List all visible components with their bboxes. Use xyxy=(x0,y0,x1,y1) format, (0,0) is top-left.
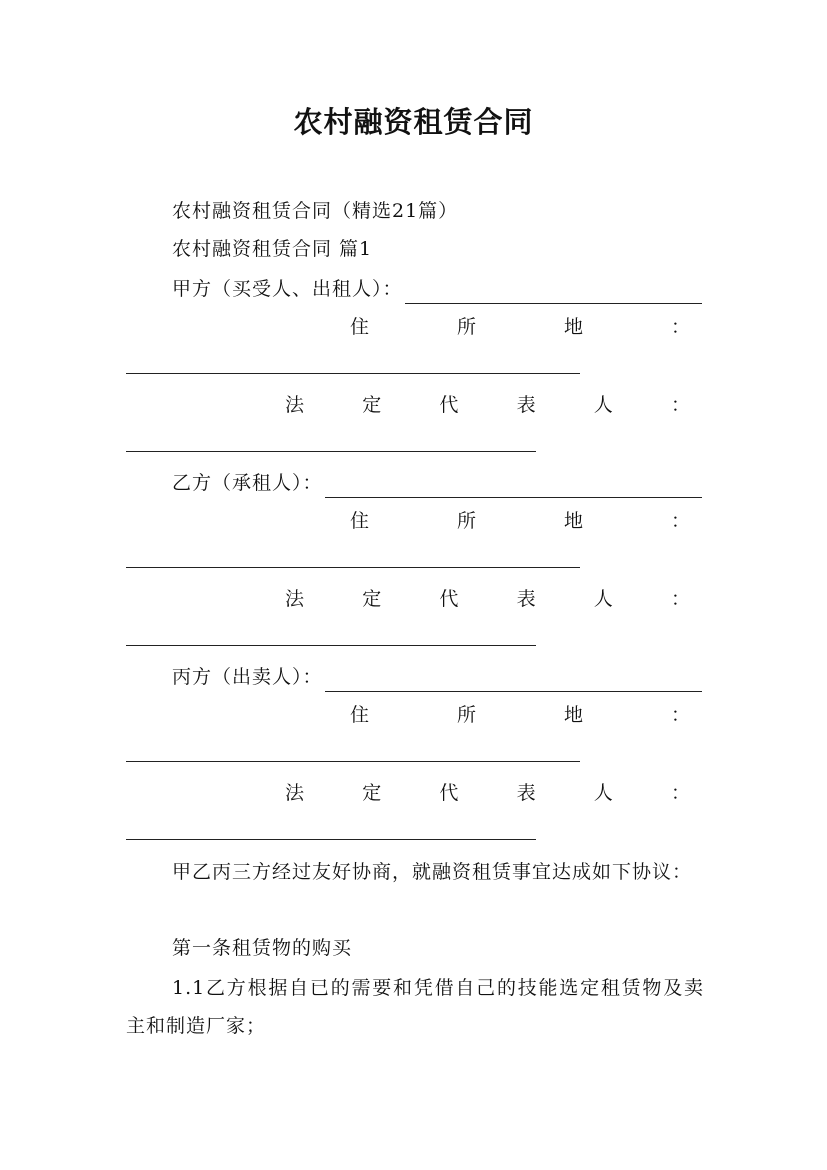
legal-rep-char: ： xyxy=(670,782,690,804)
party-b-legal-rep-label xyxy=(285,584,690,614)
legal-rep-char: 定 xyxy=(362,782,382,804)
party-b-legal-rep-blank xyxy=(126,645,536,646)
party-c-address-blank xyxy=(126,761,580,762)
legal-rep-char: 人 xyxy=(593,588,613,610)
party-b-label: 乙方（承租人）： xyxy=(172,472,323,494)
party-a-label: 甲方（买受人、出租人）： xyxy=(172,278,403,300)
address-char: 住 xyxy=(350,510,370,532)
legal-rep-char: 代 xyxy=(439,782,459,804)
address-char: 住 xyxy=(350,316,370,338)
legal-rep-char: 法 xyxy=(285,588,305,610)
address-char: 所 xyxy=(456,510,476,532)
address-char: 地 xyxy=(563,316,583,338)
legal-rep-char: 表 xyxy=(516,394,536,416)
party-c-address-label xyxy=(350,700,690,730)
party-a-legal-rep-blank xyxy=(126,451,536,452)
legal-rep-char: 代 xyxy=(439,394,459,416)
legal-rep-char: ： xyxy=(670,588,690,610)
party-a-address-blank xyxy=(126,373,580,374)
document-title: 农村融资租赁合同 xyxy=(293,105,534,139)
party-c-legal-rep-label xyxy=(285,778,690,808)
legal-rep-char: 法 xyxy=(285,782,305,804)
party-a-address-label xyxy=(350,312,690,342)
agreement-paragraph: 甲乙丙三方经过友好协商，就融资租赁事宜达成如下协议： xyxy=(172,861,693,883)
party-b-row xyxy=(172,468,702,498)
legal-rep-char: 法 xyxy=(285,394,305,416)
legal-rep-char: 表 xyxy=(516,782,536,804)
party-c-legal-rep-blank xyxy=(126,839,536,840)
party-c-blank xyxy=(325,673,702,692)
legal-rep-char: 人 xyxy=(593,394,613,416)
legal-rep-char: 定 xyxy=(362,588,382,610)
clause-1-1: 1.1乙方根据自已的需要和凭借自己的技能选定租赁物及卖主和制造厂家； xyxy=(126,977,704,1037)
party-b-address-label xyxy=(350,506,690,536)
address-char: 地 xyxy=(563,704,583,726)
address-char: 住 xyxy=(350,704,370,726)
address-char: 所 xyxy=(456,704,476,726)
party-a-legal-rep-label xyxy=(285,390,690,420)
party-c-row xyxy=(172,662,702,692)
party-b-address-blank xyxy=(126,567,580,568)
section-heading: 农村融资租赁合同 篇1 xyxy=(172,238,373,260)
legal-rep-char: 表 xyxy=(516,588,536,610)
address-char: ： xyxy=(670,704,690,726)
address-char: ： xyxy=(670,316,690,338)
legal-rep-char: ： xyxy=(670,394,690,416)
party-a-blank xyxy=(405,285,702,304)
article-one-heading: 第一条租赁物的购买 xyxy=(172,937,353,959)
legal-rep-char: 代 xyxy=(439,588,459,610)
party-c-label: 丙方（出卖人）： xyxy=(172,666,323,688)
legal-rep-char: 人 xyxy=(593,782,613,804)
party-a-row xyxy=(172,274,702,304)
address-char: 地 xyxy=(563,510,583,532)
subtitle-line: 农村融资租赁合同（精选21篇） xyxy=(172,200,459,222)
address-char: ： xyxy=(670,510,690,532)
legal-rep-char: 定 xyxy=(362,394,382,416)
address-char: 所 xyxy=(456,316,476,338)
party-b-blank xyxy=(325,479,702,498)
